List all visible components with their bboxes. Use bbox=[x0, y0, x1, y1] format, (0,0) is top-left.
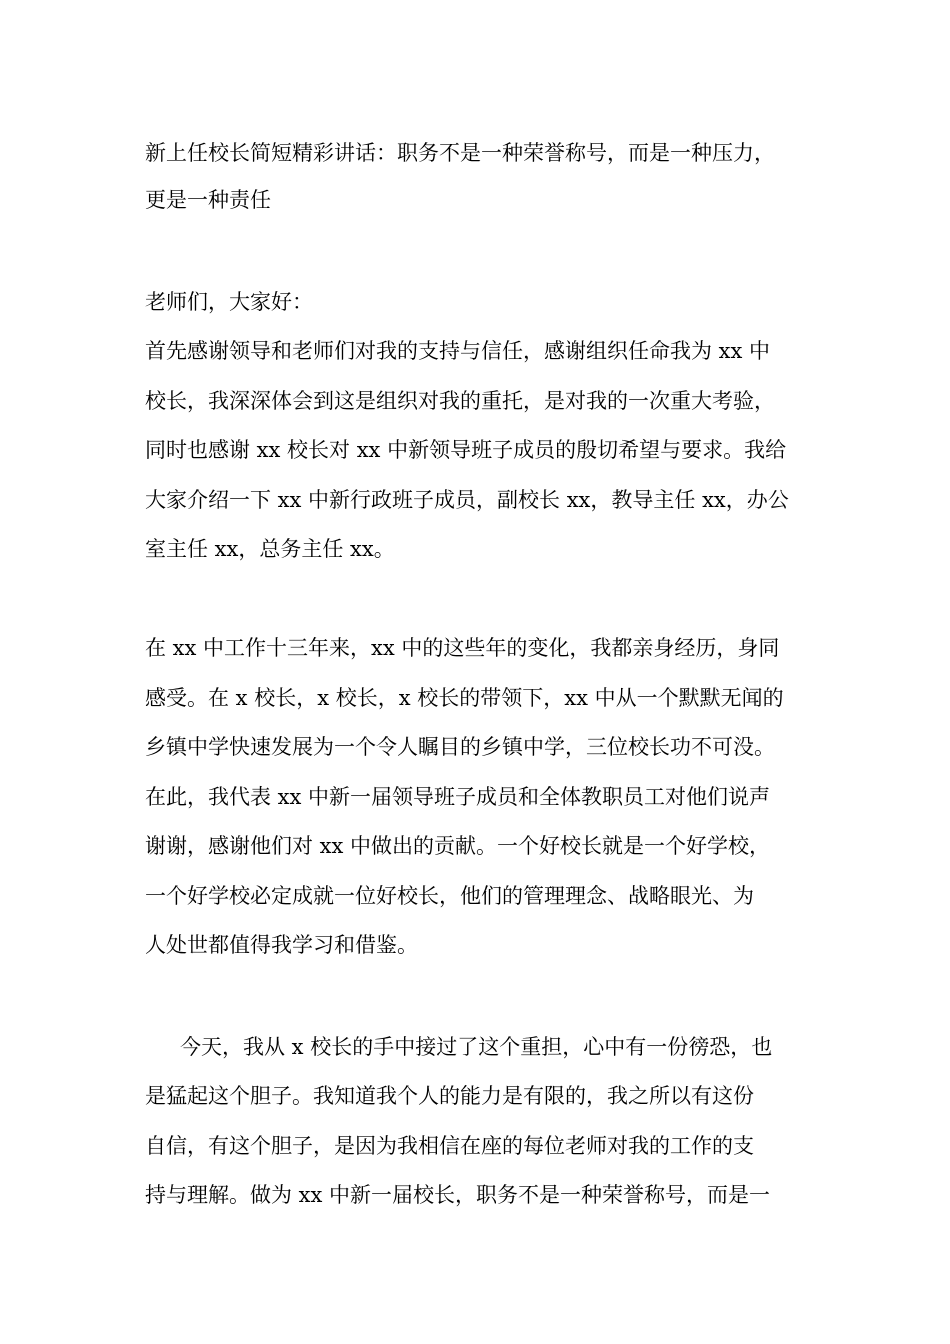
paragraph3-line-3: 自信，有这个胆子，是因为我相信在座的每位老师对我的工作的支 bbox=[145, 1134, 754, 1158]
paragraph2-line-6: 一个好学校必定成就一位好校长，他们的管理理念、战略眼光、为 bbox=[145, 884, 754, 908]
paragraph2-line-5: 谢谢，感谢他们对 xx 中做出的贡献。一个好校长就是一个好学校， bbox=[145, 834, 771, 858]
paragraph1-line-3: 同时也感谢 xx 校长对 xx 中新领导班子成员的殷切希望与要求。我给 bbox=[145, 438, 787, 462]
paragraph2-line-2: 感受。在 x 校长，x 校长，x 校长的带领下，xx 中从一个默默无闻的 bbox=[145, 686, 784, 710]
paragraph1-line-5: 室主任 xx，总务主任 xx。 bbox=[145, 537, 395, 561]
title-line-1: 新上任校长简短精彩讲话：职务不是一种荣誉称号，而是一种压力， bbox=[145, 141, 775, 165]
title-line-2: 更是一种责任 bbox=[145, 188, 271, 212]
paragraph2-line-4: 在此，我代表 xx 中新一届领导班子成员和全体教职员工对他们说声 bbox=[145, 785, 771, 809]
paragraph2-line-1: 在 xx 中工作十三年来，xx 中的这些年的变化，我都亲身经历，身同 bbox=[145, 636, 780, 660]
paragraph1-line-1: 首先感谢领导和老师们对我的支持与信任，感谢组织任命我为 xx 中 bbox=[145, 339, 771, 363]
paragraph2-line-7: 人处世都值得我学习和借鉴。 bbox=[145, 933, 418, 957]
paragraph3-line-2: 是猛起这个胆子。我知道我个人的能力是有限的，我之所以有这份 bbox=[145, 1084, 754, 1108]
paragraph2-line-3: 乡镇中学快速发展为一个令人瞩目的乡镇中学，三位校长功不可没。 bbox=[145, 735, 775, 759]
paragraph1-line-4: 大家介绍一下 xx 中新行政班子成员，副校长 xx，教导主任 xx，办公 bbox=[145, 488, 789, 512]
paragraph3-line-1: 今天，我从 x 校长的手中接过了这个重担，心中有一份徬恐，也 bbox=[180, 1035, 773, 1059]
paragraph3-line-4: 持与理解。做为 xx 中新一届校长，职务不是一种荣誉称号，而是一 bbox=[145, 1183, 771, 1207]
paragraph1-line-2: 校长，我深深体会到这是组织对我的重托，是对我的一次重大考验， bbox=[145, 389, 775, 413]
greeting: 老师们，大家好： bbox=[145, 290, 313, 314]
